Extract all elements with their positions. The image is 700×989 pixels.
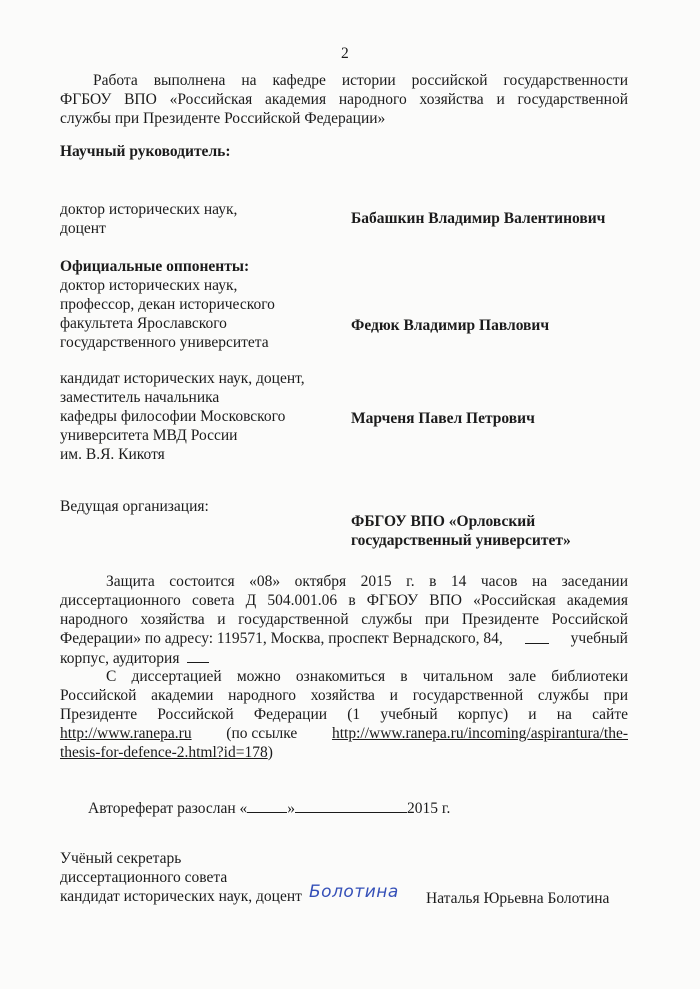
opponents-heading: Официальные оппоненты: [60,258,250,275]
defense-line: народного хозяйства и государственной службы при Президенте Российской [60,611,628,628]
intro-line: Работа выполнена на кафедре истории российской государственности [93,72,628,89]
thesis-link-part1[interactable]: http://www.ranepa.ru/incoming/aspirantura/the- [332,725,628,742]
link-prefix: (по ссылке [226,725,298,742]
intro-line: ФГБОУ ВПО «Российская академия народного хозяйства и государственной [60,91,628,108]
leading-org-name [351,512,571,550]
defense-line-5 [60,648,628,668]
opponent-1-line: факультета Ярославского [60,315,227,332]
library-links-line [60,724,628,743]
defense-line-4-text: Федерации» по адресу: 119571, Москва, проспект Вернадского, 84, [60,630,503,647]
opponent-1-title [60,276,275,352]
mailing-middle: » [287,800,296,817]
supervisor-title [60,200,237,238]
signature: Болотина [309,882,399,902]
supervisor-title-line: доктор исторических наук, [60,201,238,218]
defense-line: Защита состоится «08» октября 2015 г. в 14 часов на заседании [106,573,628,590]
secretary-line: кандидат исторических наук, доцент [60,888,302,905]
intro-line: службы при Президенте Российской Федерации» [60,110,386,127]
opponent-2-line: заместитель начальника [60,389,220,406]
opponent-2-name: Марченя Павел Петрович [351,410,535,427]
day-blank [247,798,287,813]
secretary-name: Наталья Юрьевна Болотина [426,890,610,907]
leading-org-line: ФБГОУ ВПО «Орловский [351,513,536,530]
mailing-line [88,798,450,818]
opponent-2-line: университета МВД России [60,427,238,444]
defense-paragraph [60,572,628,668]
mailing-prefix: Автореферат разослан « [88,800,248,817]
secretary-line: Учёный секретарь [60,850,182,867]
supervisor-heading: Научный руководитель: [60,143,231,160]
secretary-line: диссертационного совета [60,869,228,886]
supervisor-title-line: доцент [60,220,106,237]
opponent-2-title [60,369,305,464]
library-line: С диссертацией можно ознакомиться в читальном зале библиотеки [106,668,628,685]
opponent-1-line: профессор, декан исторического [60,296,275,313]
leading-org-line: государственный университет» [351,532,571,549]
library-line: Российской академии народного хозяйства и государственной службы при [60,687,628,704]
defense-line-4 [60,629,628,648]
defense-line: диссертационного совета Д 504.001.06 в ФГБОУ ВПО «Российская академия [60,592,628,609]
library-line: Президенте Российской Федерации (1 учебный корпус) и на сайте [60,706,628,723]
link-suffix: ) [267,744,273,761]
opponent-1-line: доктор исторических наук, [60,277,238,294]
opponent-2-line: кафедры философии Московского [60,408,286,425]
defense-line-5-text: корпус, аудитория [60,650,180,667]
mailing-suffix: 2015 г. [407,800,451,817]
thesis-link-part2[interactable]: thesis-for-defence-2.html?id=178 [60,744,268,761]
auditorium-blank [187,648,209,663]
building-blank [525,629,549,644]
library-last-line [60,743,628,762]
opponent-2-line: им. В.Я. Кикотя [60,446,165,463]
leading-org-label: Ведущая организация: [60,498,209,515]
page-number: 2 [341,45,349,62]
secretary-block [60,849,302,906]
opponent-1-name: Федюк Владимир Павлович [351,317,550,334]
ranepa-link[interactable]: http://www.ranepa.ru [60,725,192,742]
supervisor-name: Бабашкин Владимир Валентинович [351,210,606,227]
opponent-1-line: государственного университета [60,334,269,351]
defense-line-4-end: учебный [570,630,628,647]
intro-paragraph [60,71,628,128]
opponent-2-line: кандидат исторических наук, доцент, [60,370,305,387]
library-paragraph [60,667,628,762]
month-blank [295,798,407,813]
